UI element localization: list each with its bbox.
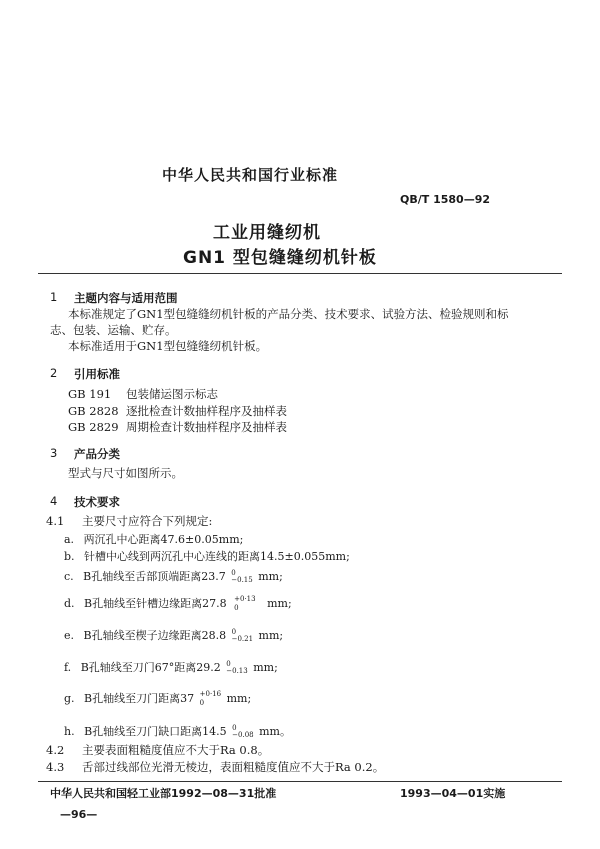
tolerance (200, 690, 221, 708)
section-1-para1-line2: 志、包装、运输、贮存。 (50, 323, 177, 337)
page-number: —96— (60, 808, 98, 821)
section-1-number: 1 (50, 290, 58, 304)
list-item (64, 659, 278, 675)
item-label: b. (64, 550, 75, 563)
item-text: B孔轴线至刀门缺口距离14.5 (84, 725, 227, 738)
tolerance-lower: −0.15 (231, 576, 253, 584)
reference-title: 包装储运图示标志 (126, 387, 218, 401)
clause-4-2-text: 主要表面粗糙度值应不大于Ra 0.8。 (82, 743, 270, 757)
section-3-number: 3 (50, 446, 58, 460)
list-item (64, 568, 283, 584)
unit: mm; (226, 692, 252, 705)
reference-code: GB 2828 (68, 404, 119, 418)
doc-title-line2: GN1 型包缝缝纫机针板 (183, 248, 377, 268)
tolerance (232, 629, 253, 643)
tolerance-lower: −0.13 (226, 667, 248, 675)
clause-4-1-text: 主要尺寸应符合下列规定: (82, 514, 213, 528)
item-text: B孔轴线至楔子边缘距离28.8 (83, 629, 227, 642)
section-1-para1-line1: 本标准规定了GN1型包缝缝纫机针板的产品分类、技术要求、试验方法、检验规则和标 (68, 307, 509, 321)
item-label: a. (64, 533, 75, 546)
list-item (64, 531, 243, 547)
title-divider (38, 273, 562, 274)
list-item (64, 548, 350, 564)
unit: mm; (253, 661, 278, 674)
clause-4-1-number: 4.1 (46, 514, 65, 528)
unit: mm; (258, 570, 283, 583)
reference-title: 周期检查计数抽样程序及抽样表 (126, 420, 287, 434)
doc-title-line1: 工业用缝纫机 (213, 223, 321, 243)
reference-code: GB 2829 (68, 420, 119, 434)
section-2-title: 引用标准 (74, 367, 120, 381)
tolerance-upper: 0 (232, 724, 237, 732)
list-item (64, 690, 251, 708)
clause-4-2-number: 4.2 (46, 743, 65, 757)
section-1-para2: 本标准适用于GN1型包缝缝纫机针板。 (68, 339, 268, 353)
standard-category: 中华人民共和国行业标准 (162, 166, 339, 184)
reference-code: GB 191 (68, 387, 112, 401)
tolerance-upper: +0·16 (199, 690, 222, 698)
tolerance-lower: −0.21 (231, 635, 254, 643)
tolerance (226, 661, 247, 675)
unit: mm。 (259, 725, 291, 738)
list-item (64, 595, 292, 613)
tolerance (231, 570, 252, 584)
section-1-title: 主题内容与适用范围 (74, 291, 178, 305)
tolerance-upper: +0·13 (234, 595, 256, 603)
reference-title: 逐批检查计数抽样程序及抽样表 (126, 404, 287, 418)
section-3-para: 型式与尺寸如图所示。 (68, 466, 183, 480)
tolerance-lower: 0 (199, 699, 205, 707)
implementation-date: 1993—04—01实施 (400, 787, 506, 800)
list-item (64, 723, 291, 739)
item-label: d. (64, 597, 75, 610)
tolerance-lower: 0 (234, 604, 239, 612)
list-item (64, 627, 283, 643)
approval-line: 中华人民共和国轻工业部1992—08—31批准 (50, 787, 277, 800)
item-text: B孔轴线至舌部顶端距离23.7 (83, 570, 226, 583)
clause-4-3-text: 舌部过线部位光滑无棱边，表面粗糙度值应不大于Ra 0.2。 (82, 760, 385, 774)
tolerance (232, 725, 253, 739)
item-text: B孔轴线至刀门67°距离29.2 (80, 661, 221, 674)
tolerance-lower: −0.08 (232, 731, 254, 739)
footer-divider (38, 781, 562, 782)
item-text: 针槽中心线到两沉孔中心连线的距离14.5±0.055mm; (84, 550, 350, 563)
item-text: 两沉孔中心距离47.6±0.05mm; (83, 533, 244, 546)
clause-4-3-number: 4.3 (46, 760, 65, 774)
tolerance (234, 595, 255, 613)
unit: mm; (258, 629, 284, 642)
section-3-title: 产品分类 (74, 447, 120, 461)
item-label: c. (64, 570, 74, 583)
item-label: g. (64, 692, 75, 705)
item-label: e. (64, 629, 75, 642)
tolerance-upper: 0 (231, 569, 236, 577)
item-label: h. (64, 725, 75, 738)
unit: mm; (267, 597, 292, 610)
item-label: f. (64, 661, 72, 674)
section-4-title: 技术要求 (74, 495, 120, 509)
section-2-number: 2 (50, 366, 58, 380)
section-4-number: 4 (50, 494, 58, 508)
tolerance-upper: 0 (231, 628, 237, 636)
standard-code: QB/T 1580—92 (400, 193, 491, 206)
item-text: B孔轴线至刀门距离37 (84, 692, 195, 705)
tolerance-upper: 0 (226, 660, 231, 668)
item-text: B孔轴线至针槽边缘距离27.8 (84, 597, 227, 610)
